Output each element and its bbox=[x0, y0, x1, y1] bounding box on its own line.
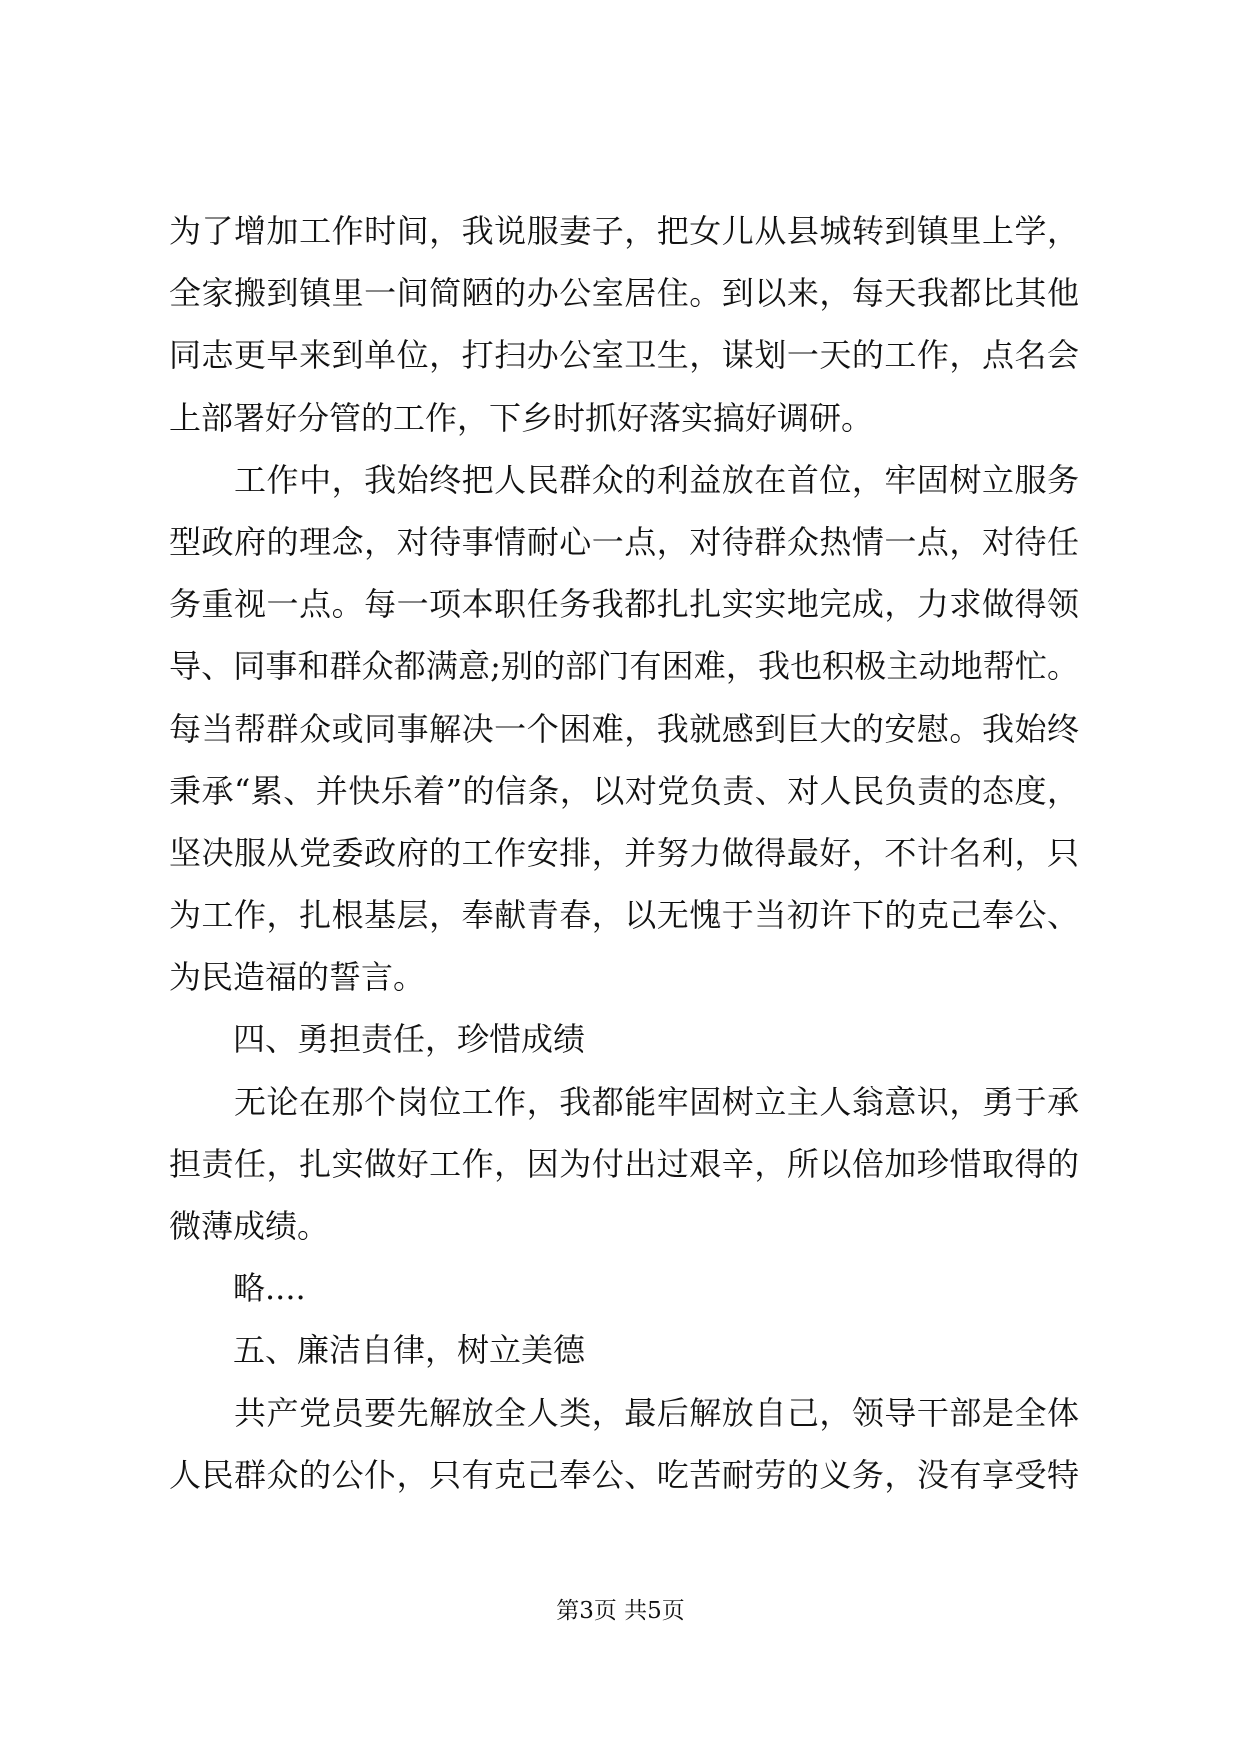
page-number-footer: 第3页 共5页 bbox=[556, 1598, 685, 1624]
text-line: 每当帮群众或同事解决一个困难，我就感到巨大的安慰。我始终 bbox=[169, 709, 1079, 748]
text-line: 导、同事和群众都满意;别的部门有困难，我也积极主动地帮忙。 bbox=[169, 647, 1079, 686]
text-line: 略.... bbox=[169, 1269, 306, 1308]
text-line: 秉承“累、并快乐着”的信条，以对党负责、对人民负责的态度， bbox=[169, 771, 1079, 810]
text-line: 同志更早来到单位，打扫办公室卫生，谋划一天的工作，点名会 bbox=[169, 336, 1079, 375]
text-line: 担责任，扎实做好工作，因为付出过艰辛，所以倍加珍惜取得的 bbox=[169, 1144, 1079, 1183]
text-line: 工作中，我始终把人民群众的利益放在首位，牢固树立服务 bbox=[169, 460, 1079, 499]
text-line: 上部署好分管的工作，下乡时抓好落实搞好调研。 bbox=[169, 398, 874, 437]
text-line: 无论在那个岗位工作，我都能牢固树立主人翁意识，勇于承 bbox=[169, 1082, 1079, 1121]
text-line: 务重视一点。每一项本职任务我都扎扎实实地完成，力求做得领 bbox=[169, 585, 1079, 624]
text-line: 坚决服从党委政府的工作安排，并努力做得最好，不计名利，只 bbox=[169, 833, 1079, 872]
section-heading: 四、勇担责任，珍惜成绩 bbox=[169, 1020, 586, 1059]
text-line: 人民群众的公仆，只有克己奉公、吃苦耐劳的义务，没有享受特 bbox=[169, 1455, 1079, 1494]
text-line: 共产党员要先解放全人类，最后解放自己，领导干部是全体 bbox=[169, 1393, 1079, 1432]
text-line: 微薄成绩。 bbox=[169, 1207, 330, 1245]
document-body bbox=[169, 200, 1079, 1506]
text-line: 全家搬到镇里一间简陋的办公室居住。到以来，每天我都比其他 bbox=[169, 274, 1079, 313]
text-line: 为了增加工作时间，我说服妻子，把女儿从县城转到镇里上学， bbox=[169, 212, 1079, 250]
text-line: 型政府的理念，对待事情耐心一点，对待群众热情一点，对待任 bbox=[169, 522, 1079, 561]
section-heading: 五、廉洁自律，树立美德 bbox=[169, 1331, 586, 1370]
text-line: 为工作，扎根基层，奉献青春，以无愧于当初许下的克己奉公、 bbox=[169, 896, 1079, 935]
text-line: 为民造福的誓言。 bbox=[169, 958, 426, 997]
